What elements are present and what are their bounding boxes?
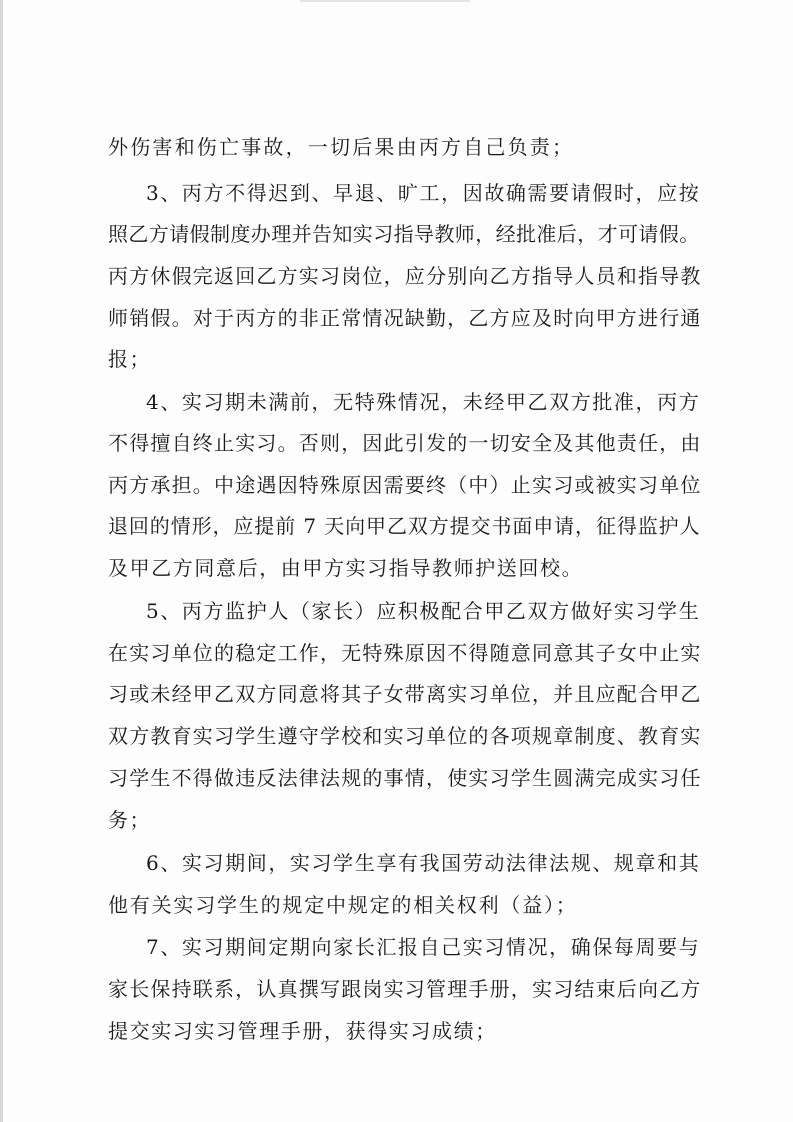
text-line: 丙方休假完返回乙方实习岗位，应分别向乙方指导人员和指导教 xyxy=(108,264,702,288)
text-line: 不得擅自终止实习。否则，因此引发的一切安全及其他责任，由 xyxy=(108,431,702,455)
text-line: 退回的情形，应提前 7 天向甲乙双方提交书面申请，征得监护人 xyxy=(108,514,701,538)
text-line: 双方教育实习学生遵守学校和实习单位的各项规章制度、教育实 xyxy=(108,724,702,748)
text-line: 家长保持联系，认真撰写跟岗实习管理手册，实习结束后向乙方 xyxy=(108,977,702,1001)
text-line: 6、实习期间，实习学生享有我国劳动法律法规、规章和其 xyxy=(146,851,701,875)
text-line: 照乙方请假制度办理并告知实习指导教师，经批准后，才可请假。 xyxy=(108,222,700,246)
text-line: 他有关实习学生的规定中规定的相关权利（益）； xyxy=(108,893,578,917)
text-line: 提交实习实习管理手册，获得实习成绩； xyxy=(108,1019,497,1043)
scan-edge-left xyxy=(0,0,3,1122)
text-line: 在实习单位的稳定工作，无特殊原因不得随意同意其子女中止实 xyxy=(108,641,702,665)
text-line: 及甲乙方同意后，由甲方实习指导教师护送回校。 xyxy=(108,556,584,580)
text-line: 务； xyxy=(108,808,151,832)
text-line: 7、实习期间定期向家长汇报自己实习情况，确保每周要与 xyxy=(146,935,701,959)
scan-edge-top xyxy=(300,0,470,2)
text-line: 5、丙方监护人（家长）应积极配合甲乙双方做好实习学生 xyxy=(146,599,701,623)
text-line: 习或未经甲乙双方同意将其子女带离实习单位，并且应配合甲乙 xyxy=(108,682,702,706)
text-line: 3、丙方不得迟到、早退、旷工，因故确需要请假时，应按 xyxy=(146,181,701,205)
text-line: 习学生不得做违反法律法规的事情，使实习学生圆满完成实习任 xyxy=(108,766,702,790)
text-line: 师销假。对于丙方的非正常情况缺勤，乙方应及时向甲方进行通 xyxy=(108,306,702,330)
text-line: 4、实习期未满前，无特殊情况，未经甲乙双方批准，丙方 xyxy=(146,390,701,414)
text-line: 报； xyxy=(108,347,151,371)
text-line: 外伤害和伤亡事故，一切后果由丙方自己负责； xyxy=(108,135,575,159)
text-line: 丙方承担。中途遇因特殊原因需要终（中）止实习或被实习单位 xyxy=(108,473,702,497)
